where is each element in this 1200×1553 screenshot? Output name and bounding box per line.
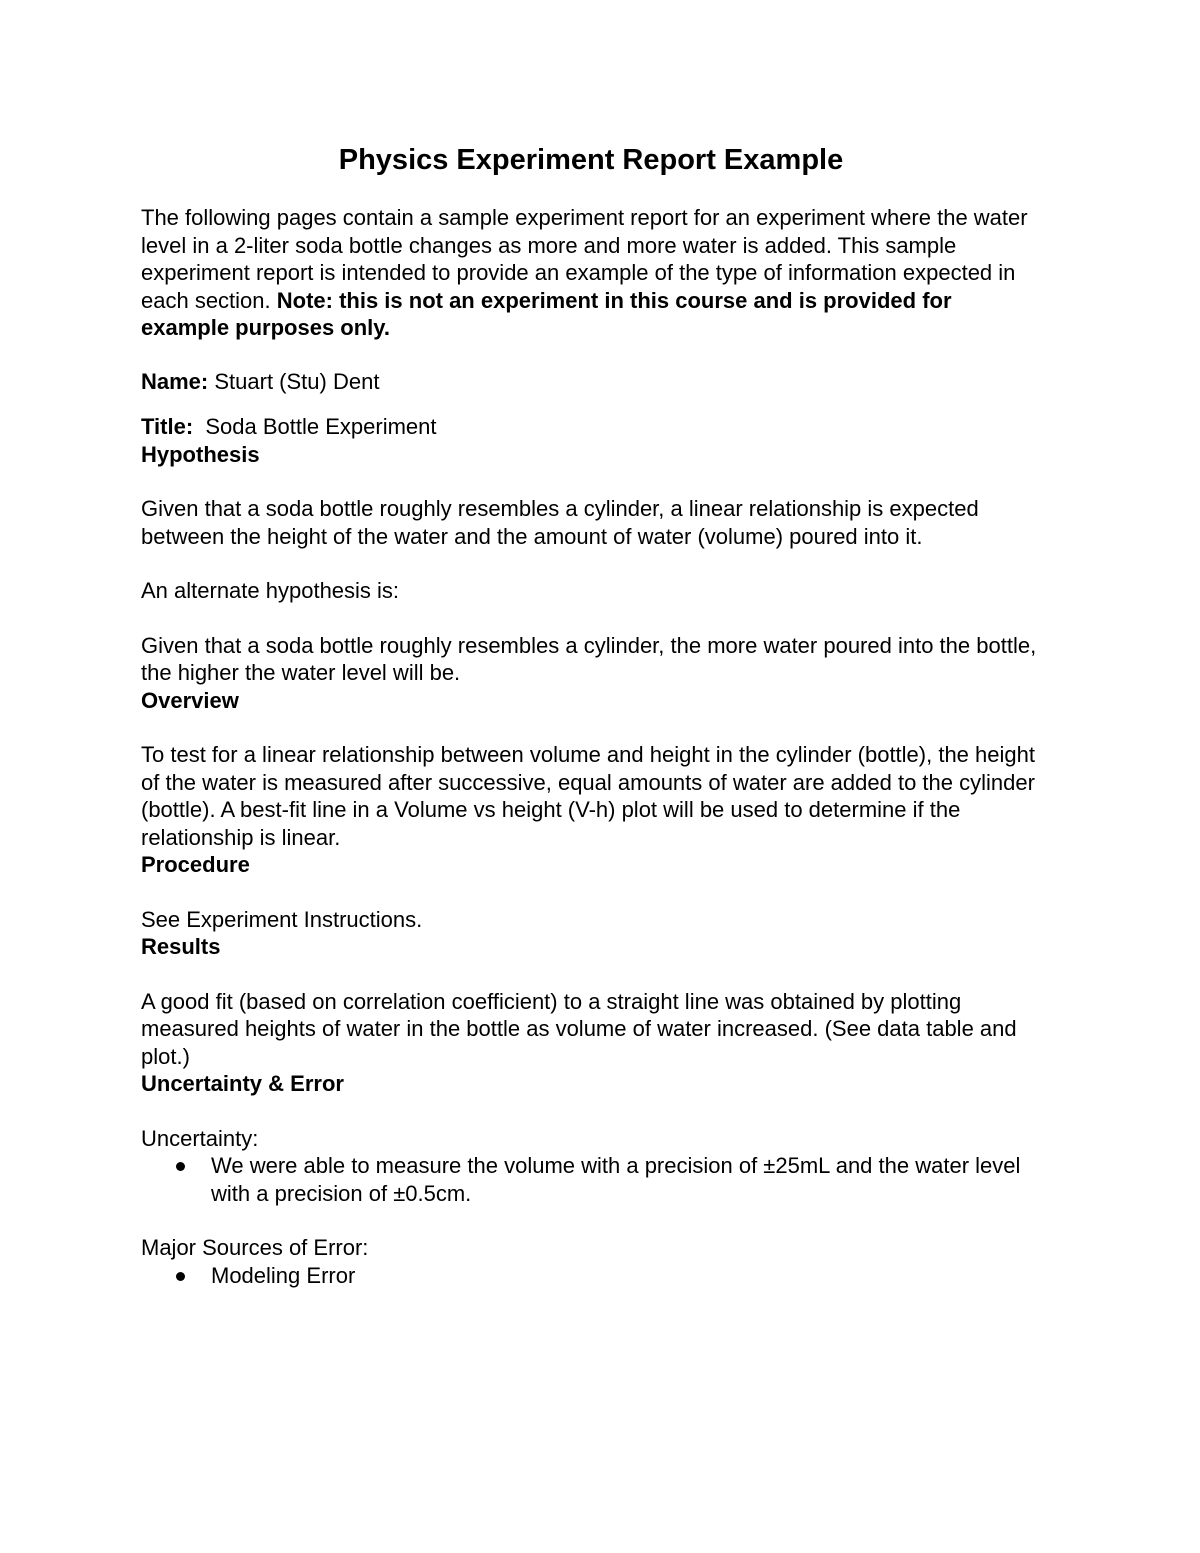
- procedure-paragraph: See Experiment Instructions.: [141, 906, 423, 932]
- results-paragraph: A good fit (based on correlation coefficient) to a straight line was obtained by plotting measured heights of water in the bottle as volume of water increased. (See data table and plot.): [141, 988, 1017, 1069]
- name-label: Name:: [141, 368, 209, 394]
- hypothesis-paragraph-1: Given that a soda bottle roughly resembles a cylinder, a linear relationship is expected between the height of the water and the amount of water (volume) poured into it.: [141, 496, 979, 549]
- overview-heading: Overview: [141, 687, 239, 713]
- intro-note: Note: this is not an experiment in this course and is provided for example purposes only.: [141, 287, 952, 340]
- error-label: Major Sources of Error:: [141, 1235, 369, 1260]
- hypothesis-heading: Hypothesis: [141, 441, 260, 467]
- uncertainty-list: [141, 1152, 1041, 1207]
- list-item: [141, 1262, 1041, 1290]
- hypothesis-paragraph-3: Given that a soda bottle roughly resembles a cylinder, the more water poured into the bottle, the higher the water level will be.: [141, 632, 1037, 685]
- bullet-icon: [176, 1272, 185, 1281]
- list-item: [141, 1152, 1041, 1207]
- document-title: Physics Experiment Report Example: [338, 144, 844, 176]
- name-value: Stuart (Stu) Dent: [208, 368, 380, 394]
- title-value: Soda Bottle Experiment: [193, 414, 437, 439]
- list-item-text: We were able to measure the volume with a precision of ±25mL and the water level with a precision of ±0.5cm.: [211, 1153, 1021, 1206]
- results-heading: Results: [141, 934, 221, 959]
- error-list: [141, 1262, 1041, 1290]
- list-item-text: Modeling Error: [211, 1262, 356, 1288]
- uncertainty-label: Uncertainty:: [141, 1125, 259, 1151]
- name-field: [141, 368, 1041, 396]
- uncertainty-heading: Uncertainty & Error: [141, 1071, 344, 1096]
- title-field: [141, 413, 1041, 441]
- intro-paragraph: [141, 204, 1041, 342]
- bullet-icon: [176, 1162, 185, 1171]
- hypothesis-paragraph-2: An alternate hypothesis is:: [141, 578, 400, 603]
- overview-paragraph: To test for a linear relationship between volume and height in the cylinder (bottle), the height of the water is measured after successive, equal amounts of water are added to the cylinder (bottle). A best-fit line in a Volume vs height (V-h) plot will be used to determine if the relationship is linear.: [141, 742, 1035, 850]
- procedure-heading: Procedure: [141, 852, 250, 877]
- intro-text: The following pages contain a sample experiment report for an experiment where the water level in a 2-liter soda bottle changes as more and more water is added. This sample experiment report is intended to provide an example of the type of information expected in each section.: [141, 205, 1028, 313]
- document-page: [141, 140, 1041, 1289]
- title-label: Title:: [141, 414, 194, 439]
